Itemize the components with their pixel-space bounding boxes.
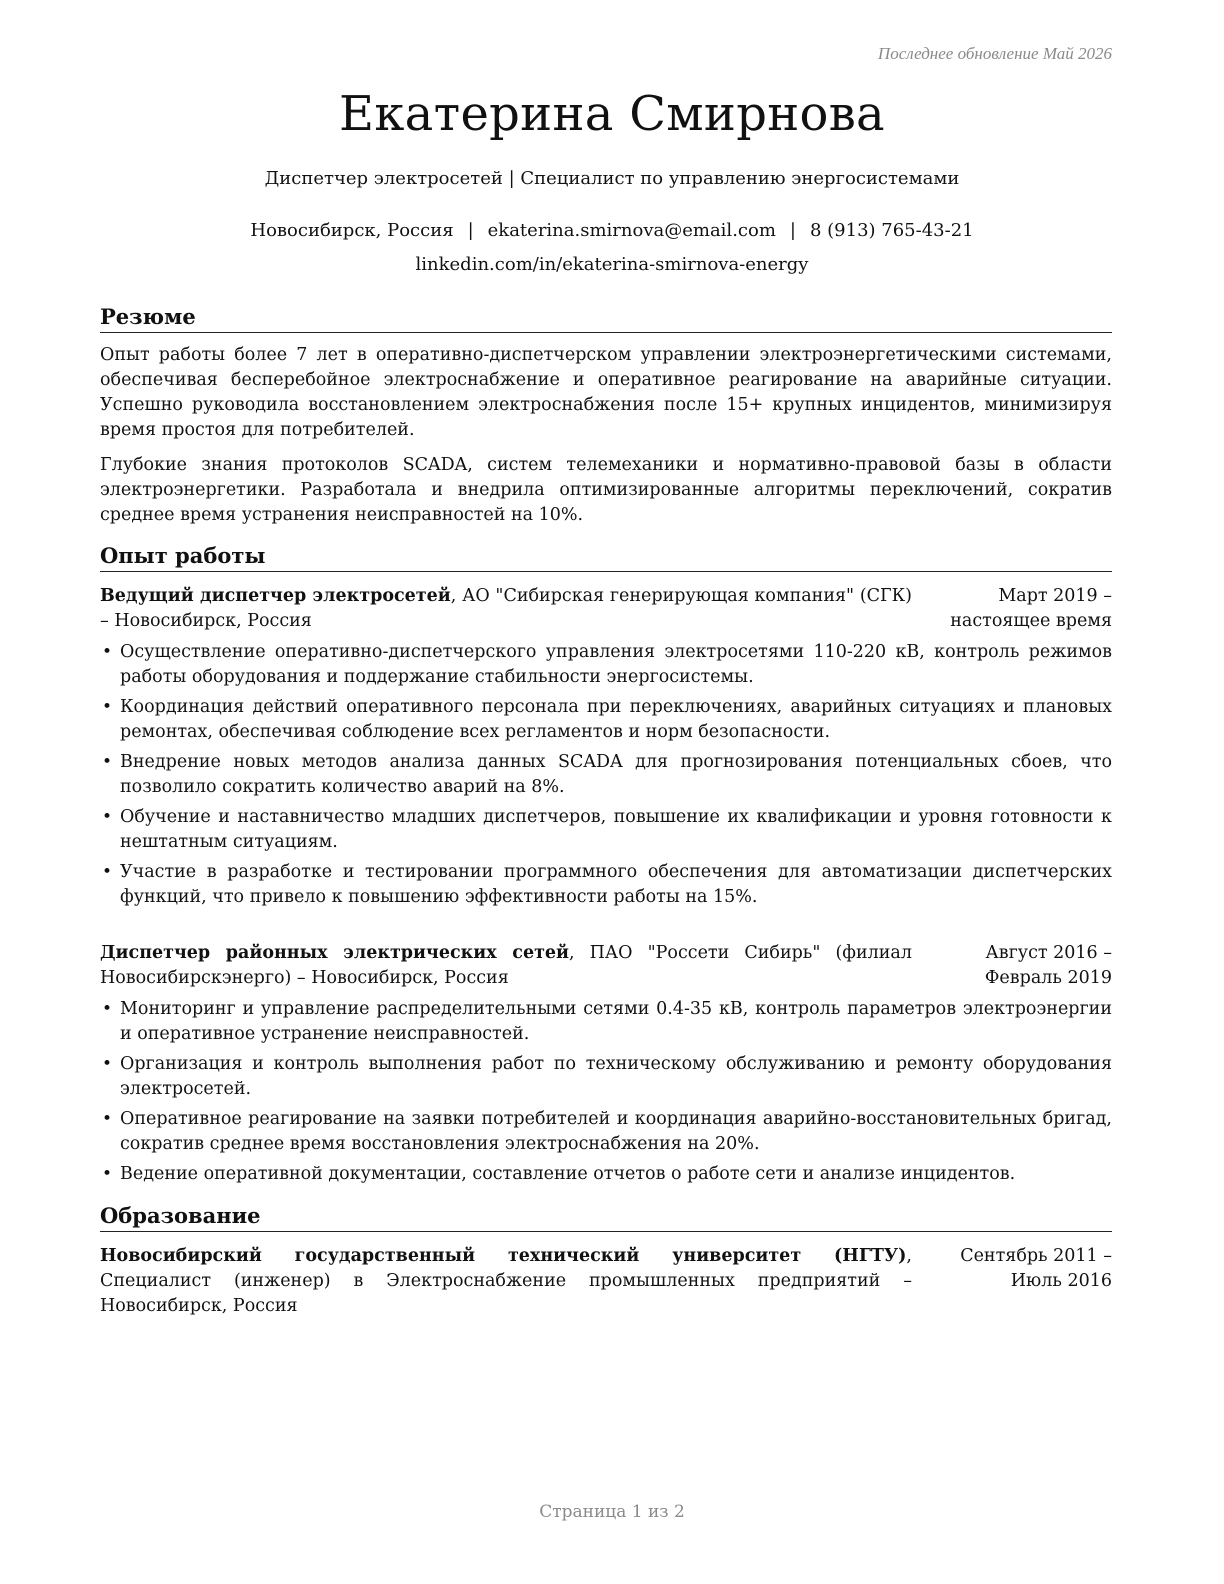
separator: | [467, 220, 474, 241]
bullet-icon: • [102, 1164, 113, 1184]
education-section [100, 1202, 1112, 1319]
contact-line [0, 220, 1224, 241]
job-role: Диспетчер районных электрических сетей [100, 943, 570, 963]
summary-paragraph: Опыт работы более 7 лет в оперативно-диспетчерском управлении электроэнергетическими системами, обеспечивая бесперебойное электроснабжение и оперативное реагирование на аварийные ситуации. Успешно руководила восстановлением электроснабжения после 15+ крупных инцидентов, минимизируя время простоя для потребителей. [100, 345, 1112, 440]
job-bullets [100, 640, 1112, 910]
location: Новосибирск, Россия [250, 220, 454, 241]
job-entry [100, 941, 1112, 1187]
experience-section [100, 542, 1112, 1187]
bullet-icon: • [102, 999, 113, 1019]
resume-content [100, 303, 1112, 1319]
headline: Диспетчер электросетей | Специалист по управлению энергосистемами [264, 168, 960, 189]
list-item: • Оперативное реагирование на заявки потребителей и координация аварийно-восстановительных бригад, сократив среднее время восстановления электроснабжения на 20%. [102, 1109, 1112, 1154]
job-org: , АО "Сибирская генерирующая компания" (СГК) – Новосибирск, Россия [100, 586, 913, 631]
job-bullets [100, 997, 1112, 1187]
bullet-icon: • [102, 1109, 113, 1129]
job-header [100, 941, 1112, 991]
bullet-icon: • [102, 807, 113, 827]
section-title-experience: Опыт работы [100, 542, 1112, 572]
job-org: , ПАО "Россети Сибирь" (филиал Новосибирскэнерго) – Новосибирск, Россия [100, 943, 912, 988]
bullet-icon: • [102, 642, 113, 662]
job-entry [100, 584, 1112, 910]
bullet-icon: • [102, 697, 113, 717]
list-item: • Внедрение новых методов анализа данных SCADA для прогнозирования потенциальных сбоев, что позволило сократить количество аварий на 8%. [102, 752, 1112, 797]
list-item: • Обучение и наставничество младших диспетчеров, повышение их квалификации и уровня готовности к нештатным ситуациям. [102, 807, 1112, 852]
list-item: • Ведение оперативной документации, составление отчетов о работе сети и анализе инцидентов. [100, 1162, 1112, 1187]
linkedin-link[interactable]: linkedin.com/in/ekaterina-smirnova-energy [415, 254, 809, 275]
job-dates: Март 2019 – настоящее время [950, 586, 1112, 631]
education-entry [100, 1244, 1112, 1319]
degree-details: , Специалист (инженер) в Электроснабжение промышленных предприятий – Новосибирск, Россия [100, 1246, 912, 1316]
list-item: • Координация действий оперативного персонала при переключениях, аварийных ситуациях и плановых ремонтах, обеспечивая соблюдение всех регламентов и норм безопасности. [102, 697, 1112, 742]
summary-paragraph: Глубокие знания протоколов SCADA, систем телемеханики и нормативно-правовой базы в области электроэнергетики. Разработала и внедрила оптимизированные алгоритмы переключений, сократив среднее время устранения неисправностей на 10%. [100, 455, 1112, 525]
job-role: Ведущий диспетчер электросетей [100, 586, 451, 606]
email-link[interactable]: ekaterina.smirnova@email.com [487, 220, 776, 241]
candidate-name: Екатерина Смирнова [339, 86, 885, 142]
job-dates: Август 2016 – Февраль 2019 [984, 943, 1112, 988]
section-title-summary: Резюме [100, 303, 1112, 333]
education-dates: Сентябрь 2011 – Июль 2016 [960, 1246, 1112, 1291]
list-item: • Участие в разработке и тестировании программного обеспечения для автоматизации диспетчерских функций, что привело к повышению эффективности работы на 15%. [102, 862, 1112, 907]
bullet-icon: • [102, 862, 113, 882]
list-item: • Осуществление оперативно-диспетчерского управления электросетями 110-220 кВ, контроль режимов работы оборудования и поддержание стабильности энергосистемы. [102, 642, 1112, 687]
school-name: Новосибирский государственный технический университет (НГТУ) [100, 1246, 907, 1266]
phone: 8 (913) 765-43-21 [809, 220, 974, 241]
education-header [100, 1244, 1112, 1319]
list-item: • Мониторинг и управление распределительными сетями 0.4-35 кВ, контроль параметров электроэнергии и оперативное устранение неисправностей. [102, 999, 1112, 1044]
summary-section [100, 303, 1112, 528]
section-title-education: Образование [100, 1202, 1112, 1232]
bullet-icon: • [102, 752, 113, 772]
list-item: • Организация и контроль выполнения работ по техническому обслуживанию и ремонту оборудования электросетей. [102, 1054, 1112, 1099]
bullet-icon: • [102, 1054, 113, 1074]
separator: | [789, 220, 796, 241]
last-updated: Последнее обновление Май 2026 [877, 44, 1112, 63]
page-number: Страница 1 из 2 [539, 1502, 685, 1522]
job-header [100, 584, 1112, 634]
